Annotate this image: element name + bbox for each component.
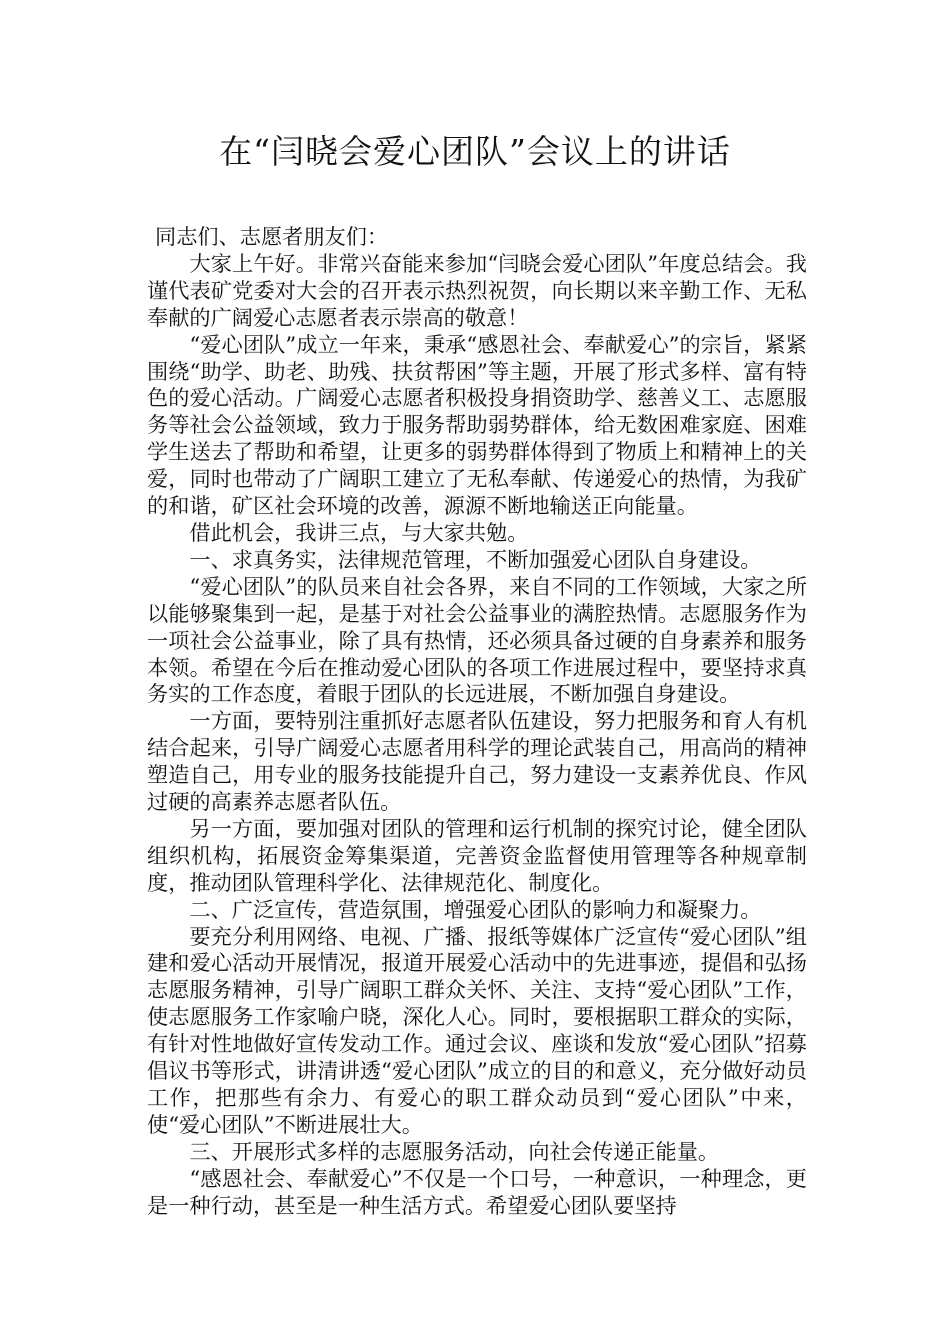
paragraph-publicity: 要充分利用网络、电视、广播、报纸等媒体广泛宣传“爱心团队”组建和爱心活动开展情况，报道开展爱心活动中的先进事迹，提倡和弘扬志愿服务精神，引导广阔职工群众关怀、关注、支持“爱心团队”工作，使志愿服务工作家喻户晓，深化人心。同时，要根据职工群众的实际，有针对性地做好宣传发动工作。通过会议、座谈和发放“爱心团队”招募倡议书等形式，讲清讲透“爱心团队”成立的目的和意义，充分做好动员工作，把那些有余力、有爱心的职工群众动员到“爱心团队”中来，使“爱心团队”不断进展壮大。 xyxy=(147,923,807,1137)
document-body xyxy=(147,224,807,1220)
section-heading-one: 一、求真务实，法律规范管理，不断加强爱心团队自身建设。 xyxy=(189,546,762,572)
paragraph-greeting: 大家上午好。非常兴奋能来参加“闫晓会爱心团队”年度总结会。我谨代表矿党委对大会的召开表示热烈祝贺，向长期以来辛勤工作、无私奉献的广阔爱心志愿者表示崇高的敬意！ xyxy=(147,250,807,330)
paragraph-three-points-intro: 借此机会，我讲三点，与大家共勉。 xyxy=(189,519,529,545)
paragraph-self-building: “爱心团队”的队员来自社会各界，来自不同的工作领域，大家之所以能够聚集到一起，是基于对社会公益事业的满腔热情。志愿服务作为一项社会公益事业，除了具有热情，还必须具备过硬的自身素养和服务本领。希望在今后在推动爱心团队的各项工作进展过程中，要坚持求真务实的工作态度，着眼于团队的长远进展，不断加强自身建设。 xyxy=(147,573,807,707)
document-title: 在“闫晓会爱心团队”会议上的讲话 xyxy=(219,132,731,171)
paragraph-team-achievements: “爱心团队”成立一年来，秉承“感恩社会、奉献爱心”的宗旨，紧紧围绕“助学、助老、助残、扶贫帮困”等主题，开展了形式多样、富有特色的爱心活动。广阔爱心志愿者积极投身捐资助学、慈善义工、志愿服务等社会公益领域，致力于服务帮助弱势群体，给无数困难家庭、困难学生送去了帮助和希望，让更多的弱势群体得到了物质上和精神上的关爱，同时也带动了广阔职工建立了无私奉献、传递爱心的热情，为我矿的和谐，矿区社会环境的改善，源源不断地输送正向能量。 xyxy=(147,331,807,519)
paragraph-volunteer-team: 一方面，要特别注重抓好志愿者队伍建设，努力把服务和育人有机结合起来，引导广阔爱心志愿者用科学的理论武装自己，用高尚的精神塑造自己，用专业的服务技能提升自己，努力建设一支素养优良、作风过硬的高素养志愿者队伍。 xyxy=(147,708,807,815)
section-heading-two: 二、广泛宣传，营造氛围，增强爱心团队的影响力和凝聚力。 xyxy=(189,896,762,922)
section-heading-three: 三、开展形式多样的志愿服务活动，向社会传递正能量。 xyxy=(189,1138,720,1164)
salutation: 同志们、志愿者朋友们： xyxy=(155,224,389,249)
paragraph-gratitude: “感恩社会、奉献爱心”不仅是一个口号，一种意识，一种理念，更是一种行动，甚至是一种生活方式。希望爱心团队要坚持 xyxy=(147,1165,807,1218)
paragraph-management: 另一方面，要加强对团队的管理和运行机制的探究讨论，健全团队组织机构，拓展资金筹集渠道，完善资金监督使用管理等各种规章制度，推动团队管理科学化、法律规范化、制度化。 xyxy=(147,815,807,895)
